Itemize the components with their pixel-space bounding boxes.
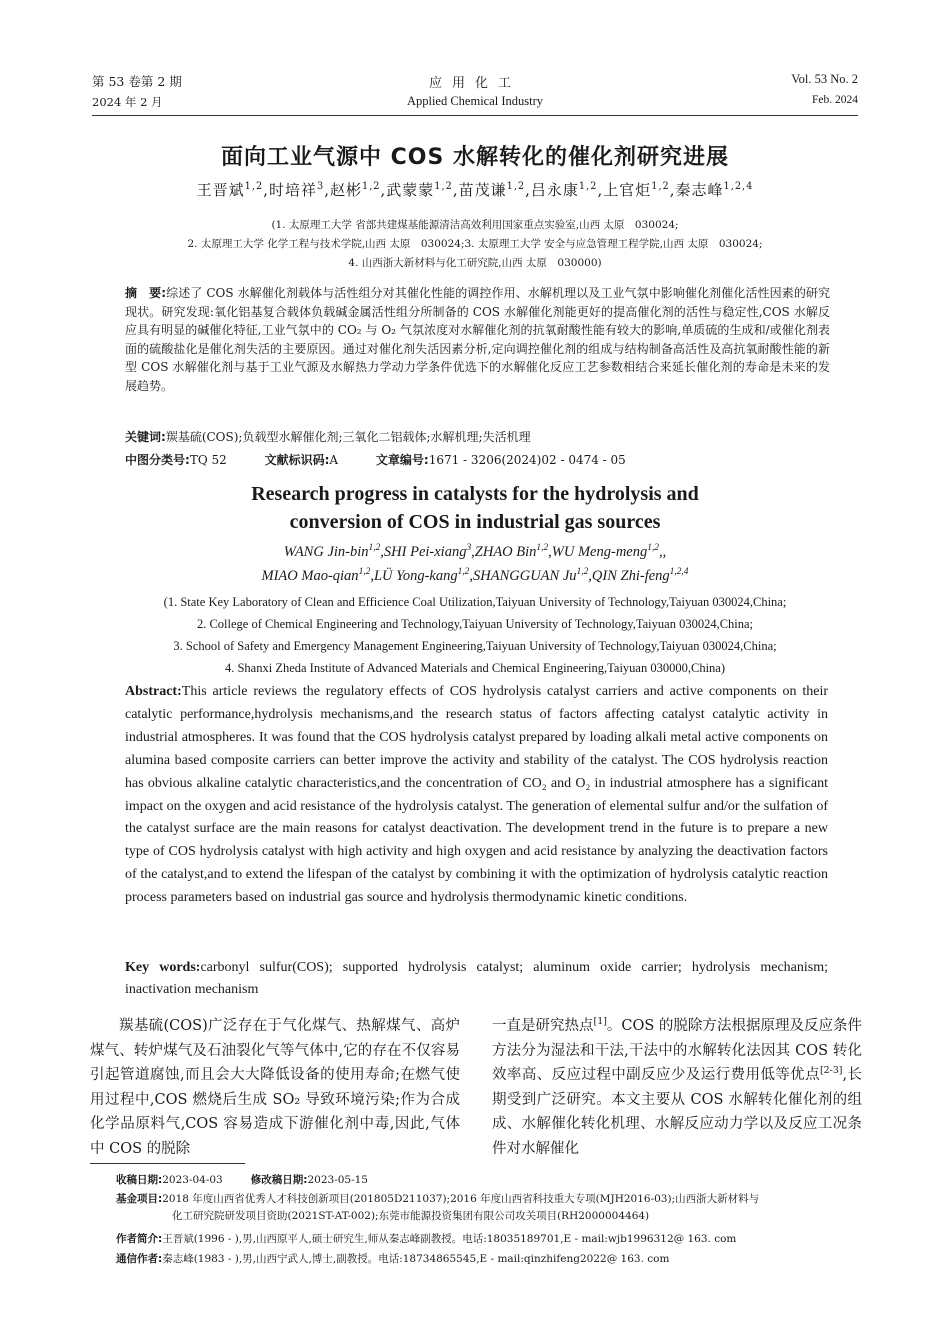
keywords-en-text: carbonyl sulfur(COS); supported hydrolysis catalyst; aluminum oxide carrier; hydrolysis mechanism; inactivation mechanism: [125, 960, 828, 997]
citation-ref: [1]: [593, 1016, 607, 1028]
abstract-en-label: Abstract:: [125, 684, 182, 699]
keywords-en-label: Key words:: [125, 960, 201, 975]
abstract-en-text: This article reviews the regulatory effects of COS hydrolysis catalyst carriers and active components on their catalytic performance,hydrolysis mechanisms,and the research status of factors affecting catalyst catalytic activity in industrial atmospheres. It was found that the COS hydrolysis catalyst prepared by loading alkali metal active components on alumina based composite carriers can better improve the activity and stability of the catalyst. The COS hydrolysis reaction has obvious alkaline catalytic characteristics,and the concentration of CO₂ and O₂ in industrial atmosphere has a significant impact on the oxygen and acid resistance of the hydrolysis catalyst. The generation of elemental sulfur and/or the sulfation of the catalyst surface are the main reasons for catalyst deactivation. The development trend in the future is to prepare a new type of COS hydrolysis catalyst with high activity and high oxygen and acid resistance by analyzing the deactivation factors of the catalyst,and to extend the lifespan of the catalyst by combining it with the optimization of hydrolysis catalytic reaction process parameters based on industrial gas source and hydrolysis thermodynamic kinetic conditions.: [125, 684, 828, 906]
keywords-cn-text: 羰基硫(COS);负载型水解催化剂;三氧化二铝载体;水解机理;失活机理: [165, 430, 531, 444]
author-cn: 赵彬$^{1,2}$,: [329, 181, 387, 199]
author-list-cn: [0, 179, 950, 200]
affiliations-en: [0, 591, 950, 679]
author-en: SHANGGUAN Ju$^{1,2}$,: [473, 567, 592, 584]
article-number-value: 1671 - 3206(2024)02 - 0474 - 05: [428, 453, 626, 467]
affiliation-line-cn: 2. 太原理工大学 化学工程与技术学院,山西 太原 030024;3. 太原理工大学 安全与应急管理工程学院,山西 太原 030024;: [187, 238, 763, 250]
article-number-label: 文章编号:: [375, 453, 429, 467]
journal-name-en: Applied Chemical Industry: [406, 94, 544, 108]
fund-label: 基金项目:: [116, 1193, 163, 1205]
abstract-cn-label: 摘 要:: [125, 286, 167, 300]
body-paragraph: 羰基硫(COS)广泛存在于气化煤气、热解煤气、高炉煤气、转炉煤气及石油裂化气等气体中,它的存在不仅容易引起管道腐蚀,而且会大大降低设备的使用寿命;在燃气使用过程中,COS 燃烧后生成 SO₂ 导致环境污染;作为合成化学品原料气,COS 容易造成下游催化剂中毒,因此,气体中 COS 的脱除: [90, 1018, 460, 1157]
affiliations-cn: [92, 216, 858, 273]
author-en: ZHAO Bin$^{1,2}$,: [474, 543, 552, 560]
volume-cn: 第 53 卷第 2 期: [92, 74, 182, 89]
keywords-en: [125, 957, 828, 1001]
citation-ref: [2-3]: [819, 1065, 843, 1077]
corresponding-label: 通信作者:: [116, 1253, 163, 1265]
author-en: SHI Pei-xiang$^3$,: [383, 543, 475, 560]
author-cn: 上官炬$^{1,2}$,: [603, 181, 676, 199]
title-en-line: Research progress in catalysts for the hydrolysis and: [251, 483, 699, 505]
clc-label: 中图分类号:: [125, 453, 190, 467]
classification-line: [125, 451, 830, 468]
date-cn: 2024 年 2 月: [92, 95, 163, 109]
affiliation-line-en: 2. College of Chemical Engineering and Technology,Taiyuan University of Technology,Taiyuan 030024,China;: [196, 617, 754, 631]
abstract-en: [125, 681, 828, 910]
author-bio-label: 作者简介:: [116, 1233, 163, 1245]
author-en: QIN Zhi-feng$^{1,2,4}$: [591, 567, 689, 584]
paper-title-cn: 面向工业气源中 COS 水解转化的催化剂研究进展: [220, 145, 729, 170]
keywords-cn: [125, 428, 830, 445]
doc-code-value: A: [329, 453, 339, 467]
author-cn: 苗茂谦$^{1,2}$,: [458, 181, 531, 199]
author-cn: 秦志峰$^{1,2,4}$: [675, 181, 754, 199]
clc-value: TQ 52: [189, 453, 227, 467]
author-cn: 王晋斌$^{1,2}$,: [196, 181, 269, 199]
footnote-dates: [116, 1172, 861, 1189]
footnote-corresponding: [116, 1251, 861, 1268]
corresponding-text: 秦志峰(1983 - ),男,山西宁武人,博士,副教授。电话:18734865545,E - mail:qinzhifeng2022@ 163. com: [162, 1253, 670, 1265]
author-cn: 时培祥$^3$,: [268, 181, 330, 199]
author-en: WANG Jin-bin$^{1,2}$,: [283, 543, 384, 560]
journal-name-cn: 应用化工: [428, 76, 521, 91]
footnote-author-bio: [116, 1231, 861, 1248]
affiliation-line-en: 4. Shanxi Zheda Institute of Advanced Materials and Chemical Engineering,Taiyuan 030000,China): [224, 661, 726, 675]
running-header: [92, 72, 858, 116]
author-list-en: WANG Jin-bin$^{1,2}$,SHI Pei-xiang$^3$,ZHAO Bin$^{1,2}$,WU Meng-meng$^{1,2}$,, MIAO Mao-qian$^{1,2}$,LÜ Yong-kang$^{1,2}$,SHANGGUAN Ju$^{1,2}$,QIN Zhi-feng$^{1,2,4}$: [261, 543, 689, 584]
received-date: 2023-04-03: [162, 1174, 223, 1186]
date-en: Feb. 2024: [812, 94, 858, 106]
footnote-funding: [116, 1191, 861, 1225]
author-en: MIAO Mao-qian$^{1,2}$,: [261, 567, 374, 584]
paper-title-en: [0, 480, 950, 536]
abstract-cn: [125, 284, 830, 395]
body-column-left: [90, 1014, 460, 1161]
author-cn: 武蒙蒙$^{1,2}$,: [386, 181, 459, 199]
title-en-line: conversion of COS in industrial gas sources: [289, 511, 661, 533]
affiliation-line-cn: 4. 山西浙大新材料与化工研究院,山西 太原 030000): [348, 257, 602, 269]
footnote-divider: [90, 1163, 245, 1164]
author-en: LÜ Yong-kang$^{1,2}$,: [373, 567, 474, 584]
revised-label: 修改稿日期:: [250, 1174, 308, 1186]
fund-text: 2018 年度山西省优秀人才科技创新项目(201805D211037);2016 年度山西省科技重大专项(MJH2016-03);山西浙大新材料与: [162, 1193, 760, 1205]
abstract-cn-text: 综述了 COS 水解催化剂载体与活性组分对其催化性能的调控作用、水解机理以及工业气氛中影响催化剂催化活性因素的研究现状。研究发现:氧化铝基复合载体负载碱金属活性组分所制备的 COS 水解催化剂能更好的提高催化剂的活性与稳定性,COS 水解反应具有明显的碱催化特征,工业气氛中的 CO₂ 与 O₂ 气氛浓度对水解催化剂的抗氧耐酸性能有较大的影响,单质硫的生成和/或催化剂表面的硫酸盐化是催化剂失活的主要原因。通过对催化剂失活因素分析,定向调控催化剂的组成与结构制备高活性及高抗氧耐酸性能的新型 COS 水解催化剂与基于工业气源及水解热力学动力学条件优选下的水解催化反应工艺参数相结合来延长催化剂的寿命是未来的发展趋势。: [125, 286, 831, 393]
doc-code-label: 文献标识码:: [264, 453, 330, 467]
affiliation-line-cn: (1. 太原理工大学 省部共建煤基能源清洁高效利用国家重点实验室,山西 太原 030024;: [271, 219, 679, 231]
author-cn: 吕永康$^{1,2}$,: [530, 181, 604, 199]
affiliation-line-en: (1. State Key Laboratory of Clean and Efficience Coal Utilization,Taiyuan University of Technology,Taiyuan 030024,China;: [163, 595, 787, 609]
author-bio-text: 王晋斌(1996 - ),男,山西原平人,硕士研究生,师从秦志峰副教授。电话:18035189701,E - mail:wjb1996312@ 163. com: [162, 1233, 737, 1245]
volume-en: Vol. 53 No. 2: [791, 72, 858, 86]
fund-text-continued: 化工研究院研发项目资助(2021ST-AT-002);东莞市能源投资集团有限公司攻关项目(RH2000004464): [172, 1210, 650, 1222]
body-paragraph: 一直是研究热点[1]。COS 的脱除方法根据原理及反应条件方法分为湿法和干法,干法中的水解转化法因其 COS 转化效率高、反应过程中副反应少及运行费用低等优点[2-3],长期受到广泛研究。本文主要从 COS 水解转化催化剂的组成、水解催化转化机理、水解反应动力学以及反应工况条件对水解催化: [492, 1016, 863, 1157]
affiliation-line-en: 3. School of Safety and Emergency Management Engineering,Taiyuan University of Technology,Taiyuan 030024,China;: [173, 639, 777, 653]
keywords-cn-label: 关键词:: [125, 430, 166, 444]
received-label: 收稿日期:: [116, 1174, 163, 1186]
body-column-right: [492, 1014, 862, 1161]
revised-date: 2023-05-15: [307, 1174, 368, 1186]
author-en: WU Meng-meng$^{1,2}$,: [551, 543, 663, 560]
